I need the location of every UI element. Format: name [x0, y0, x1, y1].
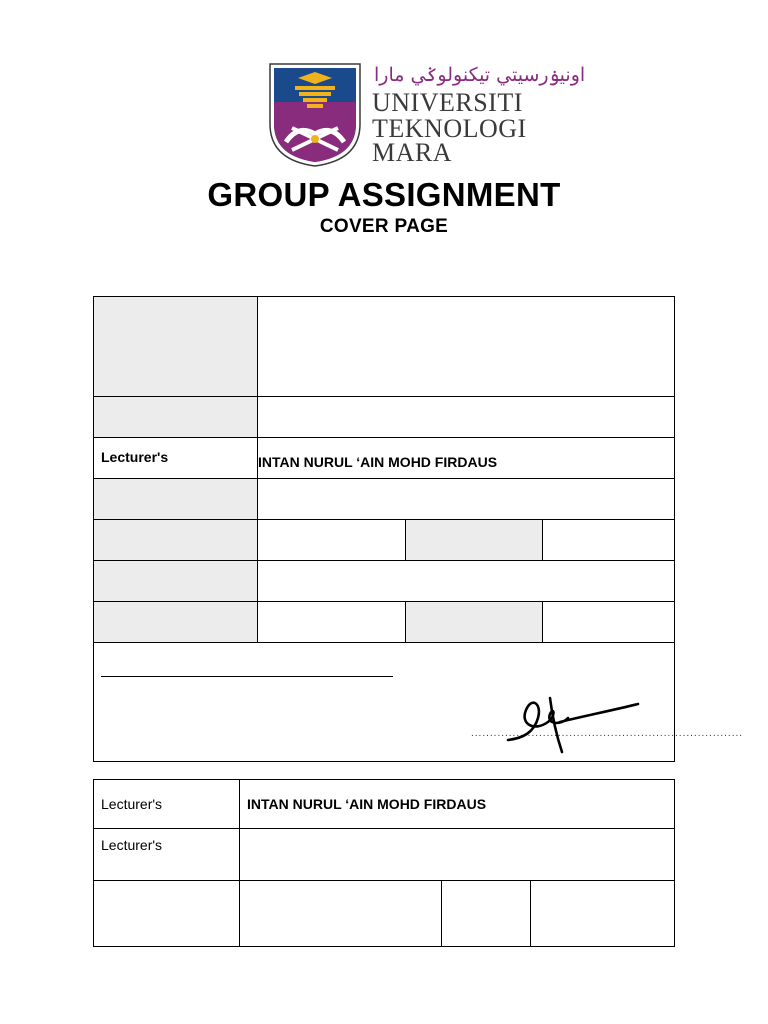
page-title: GROUP ASSIGNMENT — [207, 176, 561, 213]
jawi-university-name: اونيۏرسيتي تيكنولوݢي مارا — [374, 64, 586, 86]
university-name-block — [372, 64, 586, 167]
t2-lecturer-value-cell — [240, 780, 674, 829]
lecturer-info-table — [93, 779, 675, 947]
signature-underline — [101, 676, 393, 677]
lecturer-label: Lecturer's — [101, 449, 169, 465]
row1-label-cell — [94, 297, 258, 397]
t2-lecturer-label-cell-2 — [94, 829, 240, 881]
row6-value-cell — [258, 561, 674, 602]
lecturer-name: INTAN NURUL ‘AIN MOHD FIRDAUS — [258, 454, 498, 470]
t2-row3-cell-c — [442, 881, 531, 946]
row5-label-cell — [94, 520, 258, 561]
row5-value-cell-a — [258, 520, 406, 561]
row2-value-cell — [258, 397, 674, 438]
t2-row3-cell-a — [94, 881, 240, 946]
page-subtitle: COVER PAGE — [319, 216, 449, 237]
row7-label-cell-b — [406, 602, 543, 643]
t2-row3-cell-d — [531, 881, 674, 946]
row2-label-cell — [94, 397, 258, 438]
row5-label-cell-b — [406, 520, 543, 561]
t2-lecturer-name: INTAN NURUL ‘AIN MOHD FIRDAUS — [247, 796, 487, 812]
signature-dotted-line: ........................................................................ — [471, 728, 744, 739]
handwritten-signature — [504, 688, 644, 754]
row7-label-cell — [94, 602, 258, 643]
t2-lecturer-label-cell-1 — [94, 780, 240, 829]
t2-lecturer-label-2: Lecturer's — [101, 837, 163, 853]
row6-label-cell — [94, 561, 258, 602]
row5-value-cell-b — [543, 520, 674, 561]
lecturer-value-cell — [258, 438, 674, 479]
row4-label-cell — [94, 479, 258, 520]
university-line-3: MARA — [372, 138, 453, 167]
uitm-crest-logo — [268, 62, 362, 168]
t2-row3-cell-b — [240, 881, 442, 946]
row4-value-cell — [258, 479, 674, 520]
lecturer-label-cell — [94, 438, 258, 479]
university-line-1: UNIVERSITI — [372, 88, 523, 117]
row1-value-cell — [258, 297, 674, 397]
t2-lecturer-label-1: Lecturer's — [101, 796, 163, 812]
row7-value-cell-a — [258, 602, 406, 643]
t2-row2-value-cell — [240, 829, 674, 881]
university-line-2: TEKNOLOGI — [372, 114, 527, 143]
row7-value-cell-b — [543, 602, 674, 643]
